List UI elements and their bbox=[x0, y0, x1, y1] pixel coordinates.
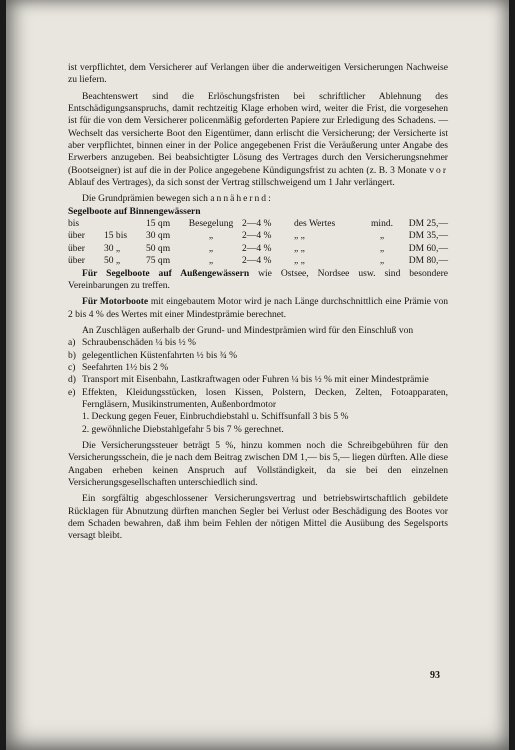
table-row bbox=[68, 230, 448, 242]
premium-table bbox=[68, 218, 448, 267]
table-cell: „ „ bbox=[294, 230, 305, 242]
paragraph-5-bold: Für Motorboote bbox=[82, 296, 149, 308]
sub-item-1: 1. Deckung gegen Feuer, Einbruchdiebstahl u. Schiffsunfall 3 bis 5 % bbox=[82, 411, 349, 423]
table-cell: 50 „ bbox=[104, 255, 121, 267]
table-cell: „ „ bbox=[294, 242, 305, 254]
paragraph-3-a: Die Grundprämien bewegen sich bbox=[82, 193, 211, 205]
table-cell: 2—4 % bbox=[242, 230, 272, 242]
table-cell: 30 qm bbox=[146, 230, 171, 242]
list-marker: b) bbox=[68, 349, 76, 361]
page-text bbox=[68, 62, 448, 543]
table-row bbox=[68, 255, 448, 267]
table-cell: „ bbox=[208, 255, 214, 267]
list-item bbox=[68, 362, 448, 374]
table-cell: 75 qm bbox=[146, 255, 171, 267]
table-cell: 30 „ bbox=[104, 242, 121, 254]
table-cell: „ bbox=[208, 242, 214, 254]
paragraph-4-bold: Für Segelboote auf Außengewässern bbox=[82, 267, 250, 279]
table-cell: 2—4 % bbox=[242, 218, 272, 230]
surcharge-list bbox=[68, 337, 448, 411]
list-item bbox=[68, 374, 448, 386]
paragraph-8: Ein sorgfältig abgeschlossener Versicherungsvertrag und betriebswirtschaftlich gebildete Rücklagen für Abnutzung dürften manchen Segler bei Verlust oder Beschädigung des Bootes vor dem Schaden bewahren, daß ihm beim Fehlen der nötigen Mittel die Ausübung des Segelsports versagt bleibt. bbox=[68, 493, 448, 542]
table-row bbox=[68, 243, 448, 255]
table-cell: des Wertes bbox=[294, 218, 336, 230]
table-cell: Besegelung bbox=[188, 218, 234, 230]
paragraph-2-end: Ablauf des Vertrages), da sich sonst der Vertrag stillschweigend um 1 Jahr verlängert. bbox=[68, 177, 395, 189]
sub-item-2: 2. gewöhnliche Diebstahlgefahr 5 bis 7 % gerechnet. bbox=[82, 423, 284, 435]
table-cell: DM 35,— bbox=[408, 230, 448, 242]
paragraph-3-b: : bbox=[268, 193, 271, 205]
paragraph-3-spaced: annähernd bbox=[210, 193, 269, 205]
page-number: 93 bbox=[430, 670, 440, 681]
table-cell bbox=[104, 218, 146, 230]
table-cell: 2—4 % bbox=[242, 255, 272, 267]
table-cell: „ bbox=[208, 230, 214, 242]
table-cell: 2—4 % bbox=[242, 242, 272, 254]
list-text: Schraubenschäden ¼ bis ½ % bbox=[82, 337, 197, 349]
paragraph-4-rest: wie Ostsee, Nordsee usw. sind besondere Vereinbarungen zu treffen. bbox=[68, 267, 448, 291]
table-cell: DM 60,— bbox=[408, 242, 448, 254]
table-cell: 50 qm bbox=[146, 242, 171, 254]
table-cell: über bbox=[68, 242, 85, 254]
table-cell: 15 bis bbox=[104, 230, 128, 242]
list-item bbox=[68, 350, 448, 362]
paragraph-1: ist verpflichtet, dem Versicherer auf Verlangen über die anderweitigen Versicherungen Nachweise zu liefern. bbox=[68, 62, 448, 86]
list-marker: d) bbox=[68, 374, 76, 386]
list-text: Transport mit Eisenbahn, Lastkraftwagen oder Fuhren ¼ bis ½ % mit einer Mindestprämie bbox=[82, 374, 429, 386]
table-cell: DM 25,— bbox=[408, 218, 448, 230]
paragraph-5-rest: mit eingebautem Motor wird je nach Länge durchschnittlich eine Prämie von 2 bis 4 % des Wertes mit einer Mindestprämie berechnet. bbox=[68, 296, 448, 320]
table-cell: „ bbox=[379, 255, 385, 267]
book-page bbox=[6, 0, 509, 750]
table-cell: „ bbox=[379, 230, 385, 242]
table-row bbox=[68, 218, 448, 230]
list-text: Effekten, Kleidungsstücken, losen Kissen, Polstern, Decken, Zelten, Fotoapparaten, Ferngläsern, Musikinstrumenten, Außenbordmotor bbox=[82, 386, 448, 410]
table-cell: „ bbox=[379, 242, 385, 254]
table-cell: über bbox=[68, 230, 85, 242]
table-cell: „ „ bbox=[294, 255, 305, 267]
list-marker: c) bbox=[68, 361, 76, 373]
table-heading: Segelboote auf Binnengewässern bbox=[68, 205, 201, 217]
list-text: Seefahrten 1½ bis 2 % bbox=[82, 361, 169, 373]
paragraph-2-spaced: vor bbox=[429, 164, 448, 176]
list-marker: e) bbox=[68, 386, 76, 398]
paragraph-6: An Zuschlägen außerhalb der Grund- und Mindestprämien wird für den Einschluß von bbox=[82, 324, 414, 336]
paragraph-2 bbox=[68, 91, 448, 190]
list-text: gelegentlichen Küstenfahrten ½ bis ¾ % bbox=[82, 349, 238, 361]
table-cell: DM 80,— bbox=[408, 255, 448, 267]
paragraph-5 bbox=[68, 296, 448, 321]
table-cell: 15 qm bbox=[146, 218, 171, 230]
table-cell: über bbox=[68, 255, 85, 267]
paragraph-4 bbox=[68, 268, 448, 293]
list-marker: a) bbox=[68, 337, 76, 349]
paragraph-7: Die Versicherungssteuer beträgt 5 %, hinzu kommen noch die Schreibgebühren für den Versicherungsschein, die je nach dem Beitrag zwischen DM 1,— bis 5,— liegen dürften. Alle diese Angaben erheben keinen Anspruch auf Vollständigkeit, da sie bei den einzelnen Versicherungsgesellschaften unterschiedlich sind. bbox=[68, 439, 448, 488]
list-item bbox=[68, 337, 448, 349]
table-cell: bis bbox=[68, 218, 80, 230]
list-item bbox=[68, 387, 448, 412]
paragraph-3 bbox=[68, 193, 448, 205]
paragraph-2-text: Beachtenswert sind die Erlöschungsfristen bei schriftlicher Ablehnung des Entschädigungsanspruchs, damit rechtzeitig Klage erhoben wird, weiter die Frist, die vorgesehen ist für die von dem Versicherer policenmäßig geforderten Papiere zur Erledigung des Schadens. — Wechselt das versicherte Boot den Eigentümer, dann erlischt die Versicherung; der Versicherte ist aber verpflichtet, binnen einer in der Police angegebenen Frist die Veräußerung unter Angabe des Erwerbers anzugeben. Bei beabsichtigter Lösung des Vertrages durch den Versicherungsnehmer (Bootseigner) ist auf die in der Police angegebene Kündigungsfrist zu achten (z. B. 3 Monate bbox=[68, 90, 448, 176]
table-cell: mind. bbox=[370, 218, 393, 230]
